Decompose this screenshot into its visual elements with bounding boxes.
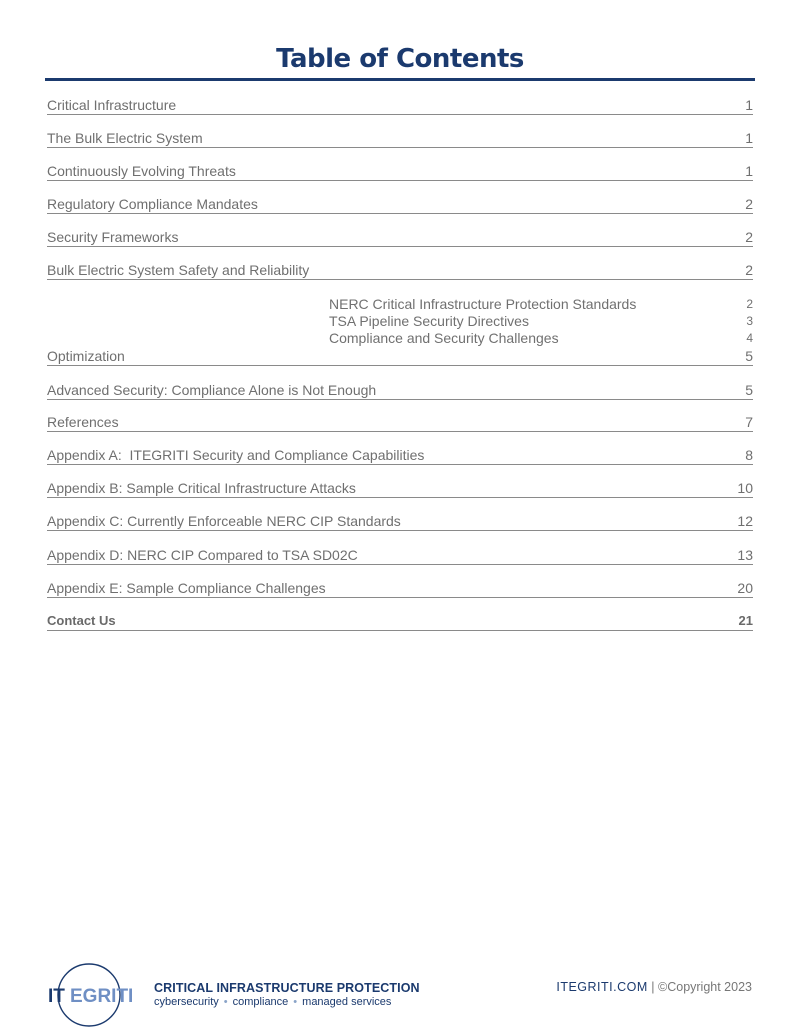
footer-tagline-services xyxy=(154,996,391,1008)
toc-entry-appendix-d[interactable] xyxy=(47,546,753,565)
toc-entry-page: 2 xyxy=(745,262,753,278)
footer-service-item: compliance xyxy=(232,996,289,1008)
toc-subentry-page: 4 xyxy=(746,331,753,345)
toc-entry-label: Regulatory Compliance Mandates xyxy=(47,196,258,212)
toc-entry-page: 8 xyxy=(745,447,753,463)
toc-entry-page: 5 xyxy=(745,382,753,398)
toc-entry-page: 5 xyxy=(745,348,753,364)
toc-subentry-label: TSA Pipeline Security Directives xyxy=(329,313,529,329)
itegriti-logo xyxy=(48,962,138,1028)
toc-entry-page: 7 xyxy=(745,414,753,430)
toc-entry-appendix-e[interactable] xyxy=(47,579,753,598)
footer-service-item: managed services xyxy=(302,996,392,1008)
bullet-icon: • xyxy=(293,996,298,1008)
toc-entry-page: 13 xyxy=(737,547,753,563)
toc-entry-label: Appendix B: Sample Critical Infrastructure Attacks xyxy=(47,480,356,496)
toc-subentry-tsa-directives[interactable] xyxy=(329,313,753,330)
toc-entry-label: Critical Infrastructure xyxy=(47,97,177,113)
footer-separator: | xyxy=(651,980,655,994)
toc-entry-label: Security Frameworks xyxy=(47,229,179,245)
toc-entry-label: Appendix C: Currently Enforceable NERC CIP Standards xyxy=(47,513,401,529)
logo-text-egriti: EGRITI xyxy=(70,986,134,1007)
toc-entry-label: References xyxy=(47,414,119,430)
toc-subentry-label: NERC Critical Infrastructure Protection Standards xyxy=(329,296,637,312)
toc-subentry-label: Compliance and Security Challenges xyxy=(329,330,559,346)
toc-entry-critical-infrastructure[interactable] xyxy=(47,96,753,115)
toc-entry-page: 21 xyxy=(738,613,753,628)
toc-entry-label: The Bulk Electric System xyxy=(47,130,203,146)
toc-entry-page: 12 xyxy=(737,513,753,529)
toc-entry-contact-us[interactable] xyxy=(47,612,753,631)
toc-entry-label: Optimization xyxy=(47,348,125,364)
toc-subentry-nerc-cip[interactable] xyxy=(329,296,753,313)
title-rule xyxy=(45,78,755,81)
toc-subentry-page: 3 xyxy=(746,314,753,328)
bullet-icon: • xyxy=(223,996,228,1008)
footer-site-copyright xyxy=(556,980,752,994)
toc-entry-bulk-electric-system[interactable] xyxy=(47,129,753,148)
toc-entry-references[interactable] xyxy=(47,413,753,432)
toc-entry-evolving-threats[interactable] xyxy=(47,162,753,181)
toc-subentry-page: 2 xyxy=(746,297,753,311)
toc-entry-bes-safety[interactable] xyxy=(47,261,753,280)
toc-entry-security-frameworks[interactable] xyxy=(47,228,753,247)
toc-entry-page: 10 xyxy=(737,480,753,496)
toc-entry-page: 2 xyxy=(745,229,753,245)
toc-entry-appendix-a[interactable] xyxy=(47,446,753,465)
logo-text-it: IT xyxy=(48,986,65,1007)
toc-entry-label: Bulk Electric System Safety and Reliability xyxy=(47,262,310,278)
toc-entry-advanced-security[interactable] xyxy=(47,381,753,400)
footer-service-item: cybersecurity xyxy=(154,996,219,1008)
toc-entry-label: Appendix D: NERC CIP Compared to TSA SD02C xyxy=(47,547,358,563)
toc-entry-page: 1 xyxy=(745,163,753,179)
toc-entry-page: 1 xyxy=(745,130,753,146)
toc-entry-regulatory-compliance[interactable] xyxy=(47,195,753,214)
toc-entry-optimization[interactable] xyxy=(47,347,753,366)
toc-entry-page: 20 xyxy=(737,580,753,596)
toc-entry-label: Advanced Security: Compliance Alone is Not Enough xyxy=(47,382,377,398)
footer-site-link[interactable]: ITEGRITI.COM xyxy=(556,980,648,994)
toc-entry-appendix-c[interactable] xyxy=(47,512,753,531)
toc-entry-page: 2 xyxy=(745,196,753,212)
page-title: Table of Contents xyxy=(276,44,524,74)
toc-entry-label: Contact Us xyxy=(47,613,116,628)
toc-entry-label: Appendix E: Sample Compliance Challenges xyxy=(47,580,326,596)
footer-copyright: ©Copyright 2023 xyxy=(658,980,752,994)
footer-tagline-title: CRITICAL INFRASTRUCTURE PROTECTION xyxy=(154,981,420,995)
toc-entry-label: Appendix A: ITEGRITI Security and Compliance Capabilities xyxy=(47,447,425,463)
toc-entry-page: 1 xyxy=(745,97,753,113)
toc-entry-label: Continuously Evolving Threats xyxy=(47,163,236,179)
toc-subentry-compliance-challenges[interactable] xyxy=(329,330,753,347)
toc-entry-appendix-b[interactable] xyxy=(47,479,753,498)
